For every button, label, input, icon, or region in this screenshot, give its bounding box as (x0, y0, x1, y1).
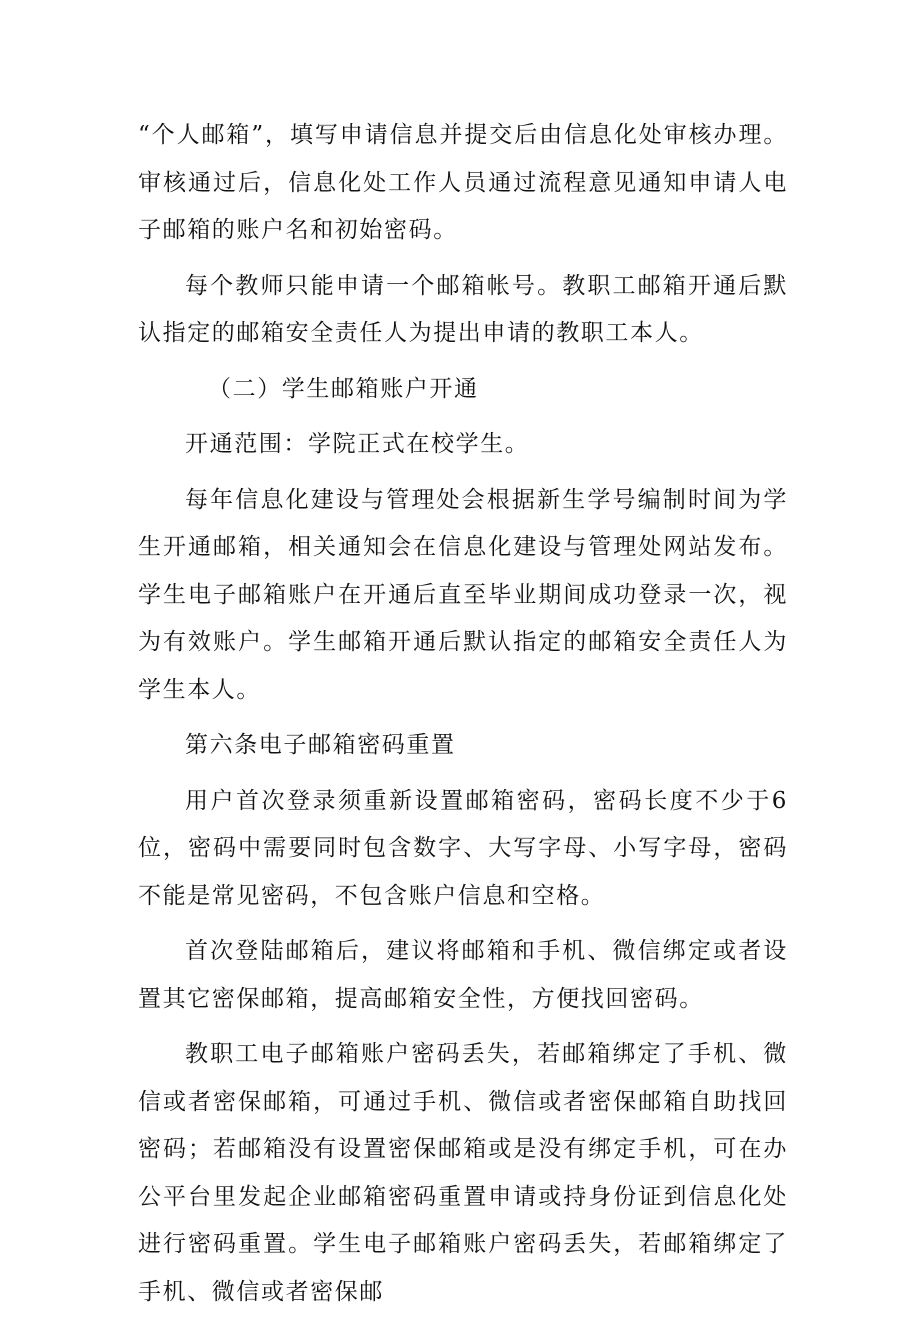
paragraph-scope: 开通范围：学院正式在校学生。 (185, 431, 530, 457)
paragraph-student-account-opening: 每年信息化建设与管理处会根据新生学号编制时间为学生开通邮箱，相关通知会在信息化建设与管理处网站发布。学生电子邮箱账户在开通后直至毕业期间成功登录一次，视为有效账户。学生邮箱开通后默认指定的邮箱安全责任人为学生本人。 (138, 486, 788, 703)
paragraph-binding-advice: 首次登陆邮箱后，建议将邮箱和手机、微信绑定或者设置其它密保邮箱，提高邮箱安全性，方便找回密码。 (138, 938, 788, 1012)
section-heading-student-account: （二）学生邮箱账户开通 (208, 375, 479, 402)
paragraph-application-review: “个人邮箱”，填写申请信息并提交后由信息化处审核办理。审核通过后，信息化处工作人员通过流程意见通知申请人电子邮箱的账户名和初始密码。 (138, 122, 788, 243)
paragraph-teacher-account-limit: 每个教师只能申请一个邮箱帐号。教职工邮箱开通后默认指定的邮箱安全责任人为提出申请的教职工本人。 (138, 272, 788, 346)
document-body (138, 112, 788, 1324)
article-heading-password-reset: 第六条电子邮箱密码重置 (185, 732, 456, 758)
paragraph-password-rules: 用户首次登录须重新设置邮箱密码，密码长度不少于6位，密码中需要同时包含数字、大写字母、小写字母，密码不能是常见密码，不包含账户信息和空格。 (138, 787, 788, 909)
paragraph-password-recovery: 教职工电子邮箱账户密码丢失，若邮箱绑定了手机、微信或者密保邮箱，可通过手机、微信或者密保邮箱自助找回密码；若邮箱没有设置密保邮箱或是没有绑定手机，可在办公平台里发起企业邮箱密码重置申请或持身份证到信息化处进行密码重置。学生电子邮箱账户密码丢失，若邮箱绑定了手机、微信或者密保邮 (138, 1041, 788, 1305)
